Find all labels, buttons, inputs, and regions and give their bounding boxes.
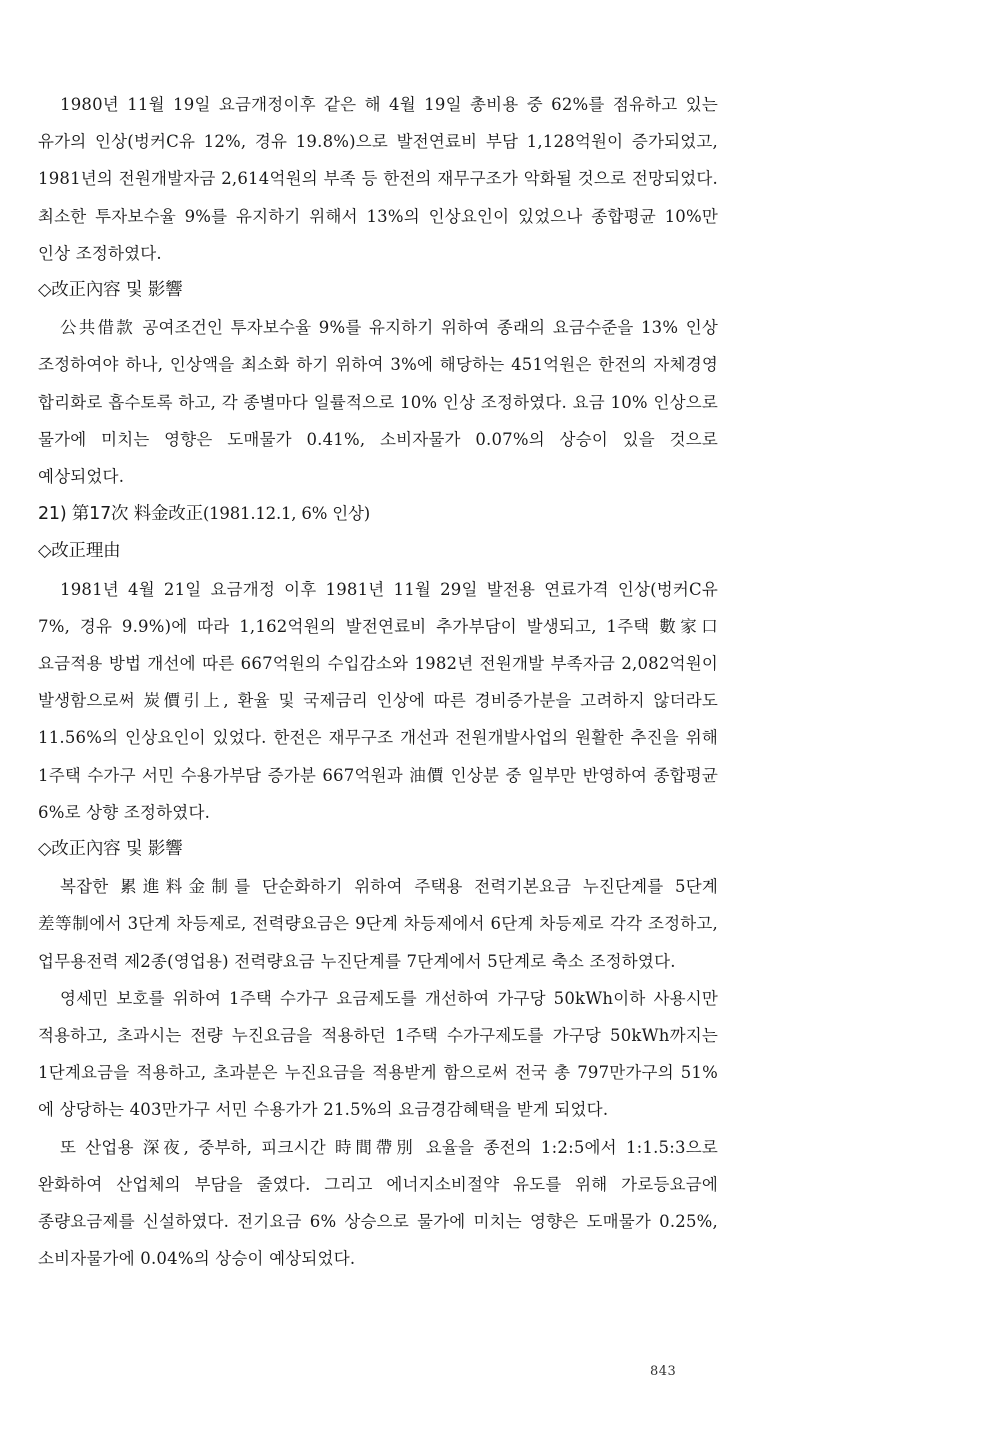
heading-subtitle: (1981.12.1, 6% 인상) [202,504,370,524]
paragraph-1981-revision-reason: 1981년 4월 21일 요금개정 이후 1981년 11월 29일 발전용 연료가격 인상(벙커C유 7%, 경유 9.9%)에 따라 1,162억원의 발전연료비 추가부담이 발생되고, 1주택 數家口 요금적용 방법 개선에 따른 667억원의 수입감소와 1982년 전원개발 부족자금 2,082억원이 발생함으로써 炭價引上, 환율 및 국제금리 인상에 따른 경비증가분을 고려하지 않더라도 11.56%의 인상요인이 있었다. 한전은 재무구조 개선과 전원개발사업의 원활한 추진을 위해 1주택 수가구 서민 수용가부담 증가분 667억원과 油價 인상분 중 일부만 반영하여 종합평균 6%로 상향 조정하였다. [38,579,718,822]
paragraph-1980-revision-background: 1980년 11월 19일 요금개정이후 같은 해 4월 19일 총비용 중 62%를 점유하고 있는 유가의 인상(벙커C유 12%, 경유 19.8%)으로 발전연료비 부담 1,128억원이 증가되었고, 1981년의 전원개발자금 2,614억원의 부족 등 한전의 재무구조가 악화될 것으로 전망되었다. 최소한 투자보수율 9%를 유지하기 위해서 13%의 인상요인이 있었으나 종합평균 10%만 인상 조정하였다. [38,95,718,263]
section-heading-revision-reason: ◇改正理由 [38,541,121,562]
page-number: 843 [650,1364,677,1379]
heading-title: 21) 第17次 料金改正 [38,504,203,525]
section-heading-contents-impact: ◇改正內容 및 影響 [38,280,183,301]
paragraph-10pct-adjustment: 公共借款 공여조건인 투자보수율 9%를 유지하기 위하여 종래의 요금수준을 13% 인상 조정하여야 하나, 인상액을 최소화 하기 위하여 3%에 해당하는 451억원은 한전의 자체경영 합리화로 흡수토록 하고, 각 종별마다 일률적으로 10% 인상 조정하였다. 요금 10% 인상으로 물가에 미치는 영향은 도매물가 0.41%, 소비자물가 0.07%의 상승이 있을 것으로 예상되었다. [38,318,718,487]
section-heading-contents-impact-2: ◇改正內容 및 影響 [38,839,183,860]
paragraph-progressive-rate-simplification: 복잡한 累進料金制를 단순화하기 위하여 주택용 전력기본요금 누진단계를 5단계 差等制에서 3단계 차등제로, 전력량요금은 9단계 차등제에서 6단계 차등제로 각각 조정하고, 업무용전력 제2종(영업용) 전력량요금 누진단계를 7단계에서 5단계로 축소 조정하였다. [38,877,718,971]
section-heading-17th-revision [38,495,718,533]
paragraph-low-income-protection: 영세민 보호를 위하여 1주택 수가구 요금제도를 개선하여 가구당 50kWh이하 사용시만 적용하고, 초과시는 전량 누진요금을 적용하던 1주택 수가구제도를 가구당 50kWh까지는 1단계요금을 적용하고, 초과분은 누진요금을 적용받게 함으로써 전국 총 797만가구의 51%에 상당하는 403만가구 서민 수용가가 21.5%의 요금경감혜택을 받게 되었다. [38,988,718,1120]
paragraph-time-of-use-rates: 또 산업용 深夜, 중부하, 피크시간 時間帶別 요율을 종전의 1:2:5에서 1:1.5:3으로 완화하여 산업체의 부담을 줄였다. 그리고 에너지소비절약 유도를 위해 가로등요금에 종량요금제를 신설하였다. 전기요금 6% 상승으로 물가에 미치는 영향은 도매물가 0.25%, 소비자물가에 0.04%의 상승이 예상되었다. [38,1137,718,1269]
body-text [38,86,718,1278]
